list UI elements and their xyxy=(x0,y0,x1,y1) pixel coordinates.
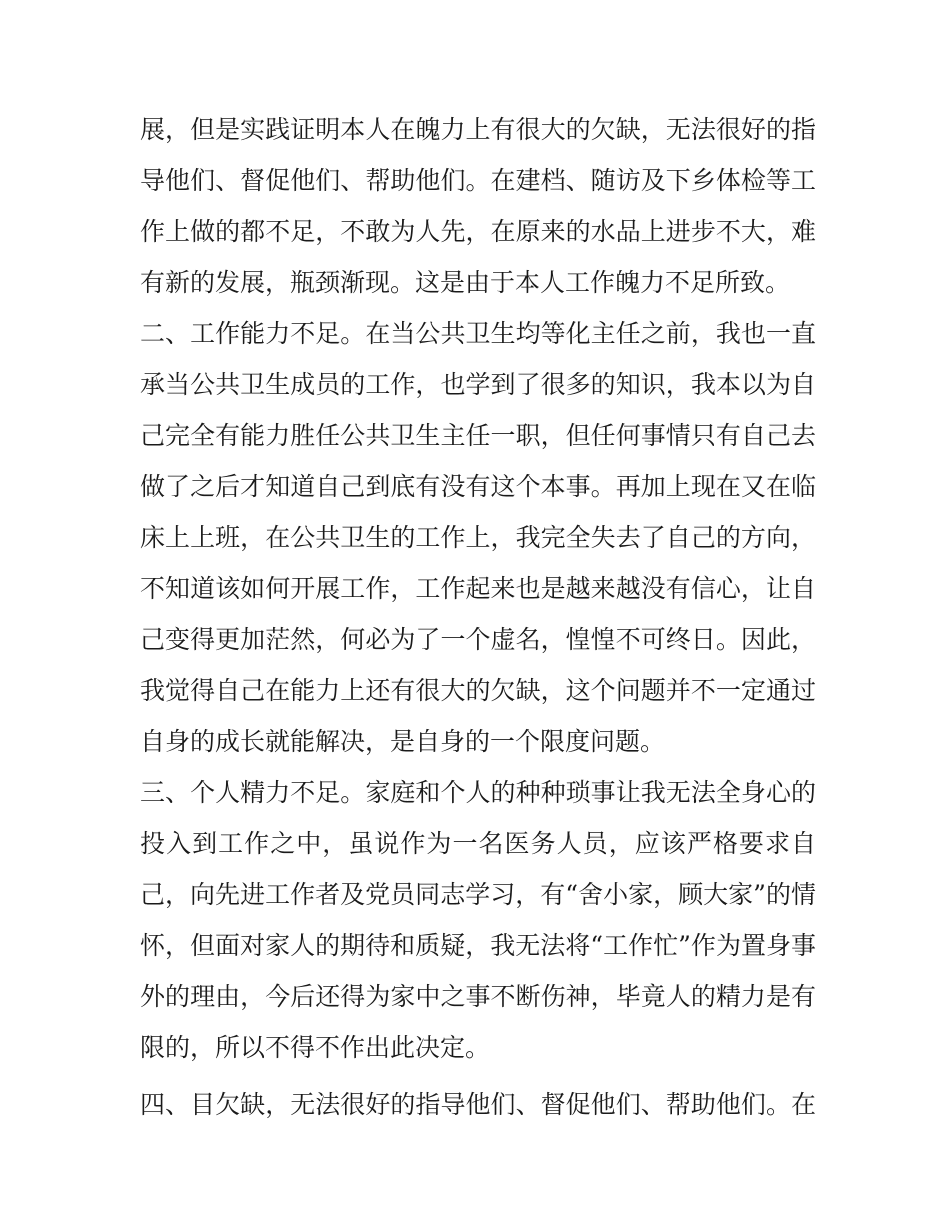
text-line: 床上上班，在公共卫生的工作上，我完全失去了自己的方向， xyxy=(140,523,816,552)
text-line: 我觉得自己在能力上还有很大的欠缺，这个问题并不一定通过 xyxy=(140,676,816,705)
text-line: 限的，所以不得不作出此决定。 xyxy=(140,1033,491,1062)
text-line: 承当公共卫生成员的工作，也学到了很多的知识，我本以为自 xyxy=(140,370,816,399)
text-line: 己变得更加茫然，何必为了一个虚名，惶惶不可终日。因此， xyxy=(140,625,816,654)
text-line: 作上做的都不足，不敢为人先，在原来的水品上进步不大，难 xyxy=(140,217,816,246)
text-line: 己完全有能力胜任公共卫生主任一职，但任何事情只有自己去 xyxy=(140,421,816,450)
text-line: 投入到工作之中，虽说作为一名医务人员，应该严格要求自 xyxy=(140,829,816,858)
text-line: 三、个人精力不足。家庭和个人的种种琐事让我无法全身心的 xyxy=(140,778,816,807)
text-line: 怀，但面对家人的期待和质疑，我无法将“工作忙”作为置身事 xyxy=(140,931,816,960)
text-line: 展，但是实践证明本人在魄力上有很大的欠缺，无法很好的指 xyxy=(140,115,816,144)
text-line: 二、工作能力不足。在当公共卫生均等化主任之前，我也一直 xyxy=(140,319,816,348)
text-line: 自身的成长就能解决，是自身的一个限度问题。 xyxy=(140,727,666,756)
text-line: 做了之后才知道自己到底有没有这个本事。再加上现在又在临 xyxy=(140,472,816,501)
text-line: 导他们、督促他们、帮助他们。在建档、随访及下乡体检等工 xyxy=(140,166,816,195)
document-body xyxy=(140,104,816,1130)
text-line: 有新的发展，瓶颈渐现。这是由于本人工作魄力不足所致。 xyxy=(140,268,791,297)
text-line: 己，向先进工作者及党员同志学习，有“舍小家，顾大家”的情 xyxy=(140,880,816,909)
text-line: 外的理由，今后还得为家中之事不断伤神，毕竟人的精力是有 xyxy=(140,982,816,1011)
text-line: 不知道该如何开展工作，工作起来也是越来越没有信心，让自 xyxy=(140,574,816,603)
text-line: 四、目欠缺，无法很好的指导他们、督促他们、帮助他们。在 xyxy=(140,1090,816,1119)
